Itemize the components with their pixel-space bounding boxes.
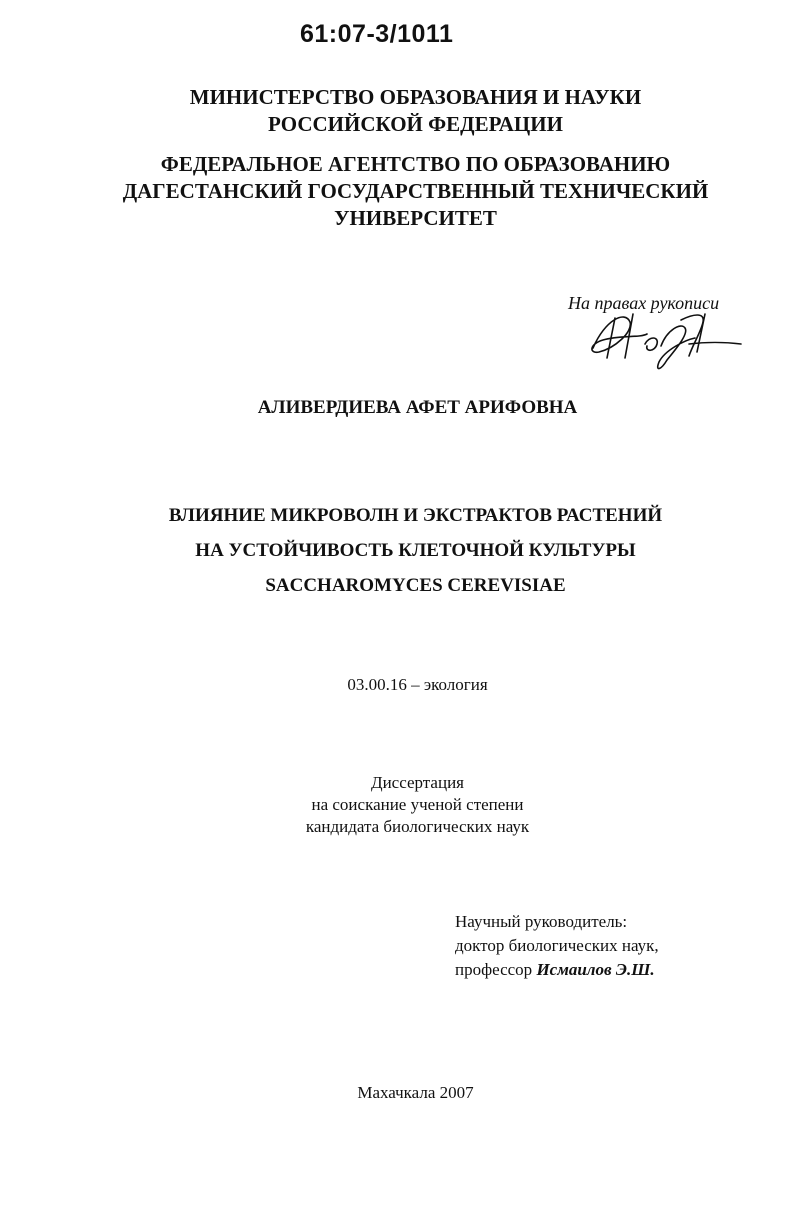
ministry-heading [18, 84, 795, 138]
ministry-line-2: РОССИЙСКОЙ ФЕДЕРАЦИИ [268, 112, 563, 136]
specialty-code: 03.00.16 – экология [347, 675, 488, 694]
title-line-2: НА УСТОЙЧИВОСТЬ КЛЕТОЧНОЙ КУЛЬТУРЫ [195, 540, 636, 561]
supervisor-block [455, 910, 659, 982]
signature-icon [585, 300, 745, 375]
ministry-line-1: МИНИСТЕРСТВО ОБРАЗОВАНИЯ И НАУКИ [189, 85, 642, 109]
supervisor-rank-line [455, 958, 659, 982]
supervisor-label: Научный руководитель: [455, 912, 628, 931]
shelf-number: 61:07-3/1011 [300, 20, 454, 48]
supervisor-degree: доктор биологических наук, [455, 936, 659, 955]
dissertation-title [18, 498, 795, 603]
agency-line-2: ДАГЕСТАНСКИЙ ГОСУДАРСТВЕННЫЙ ТЕХНИЧЕСКИЙ [122, 179, 709, 203]
degree-line-3: кандидата биологических наук [305, 817, 530, 836]
city-year: Махачкала 2007 [357, 1083, 474, 1102]
degree-line-1: Диссертация [370, 773, 464, 792]
title-line-3: SACCHAROMYCES CEREVISIAE [265, 575, 566, 596]
degree-statement [20, 772, 795, 838]
supervisor-name: Исмаилов Э.Ш. [536, 960, 655, 979]
manuscript-rights-note: На правах рукописи [568, 293, 720, 313]
supervisor-rank: профессор [455, 960, 533, 979]
agency-heading [18, 151, 795, 232]
title-line-1: ВЛИЯНИЕ МИКРОВОЛН И ЭКСТРАКТОВ РАСТЕНИЙ [168, 505, 663, 526]
agency-line-3: УНИВЕРСИТЕТ [334, 206, 497, 230]
agency-line-1: ФЕДЕРАЛЬНОЕ АГЕНТСТВО ПО ОБРАЗОВАНИЮ [160, 152, 671, 176]
degree-line-2: на соискание ученой степени [311, 795, 524, 814]
author-name: АЛИВЕРДИЕВА АФЕТ АРИФОВНА [257, 397, 578, 418]
